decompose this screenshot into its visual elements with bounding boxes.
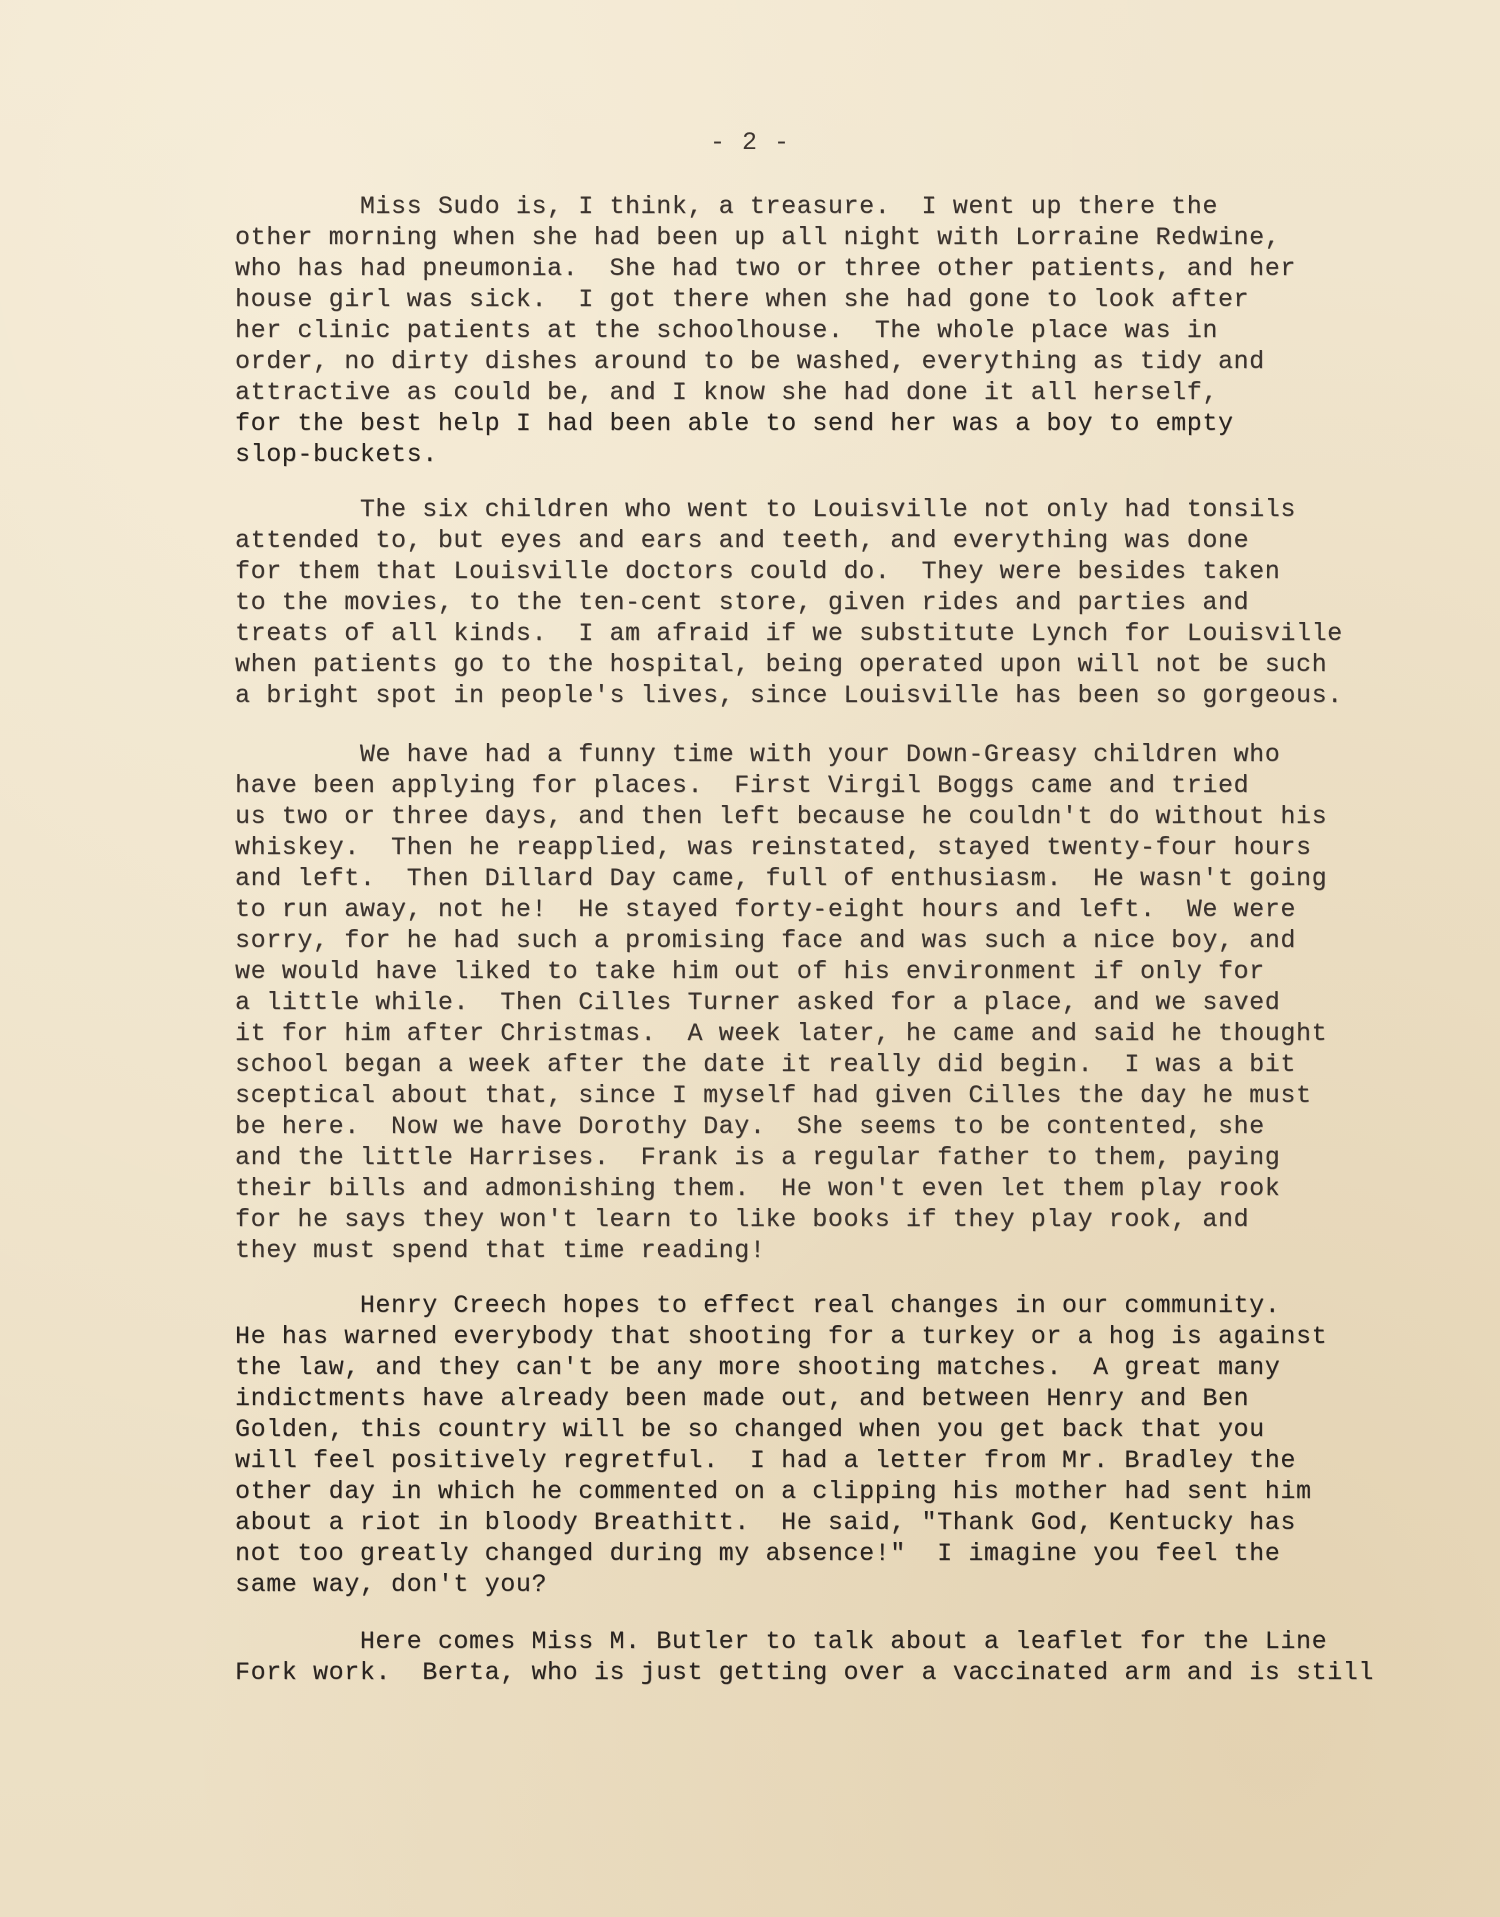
text-line: a little while. Then Cilles Turner asked for a place, and we saved xyxy=(235,988,1281,1017)
text-line: indictments have already been made out, and between Henry and Ben xyxy=(235,1384,1250,1413)
text-line: order, no dirty dishes around to be washed, everything as tidy and xyxy=(235,347,1265,376)
text-line: He has warned everybody that shooting for a turkey or a hog is against xyxy=(235,1322,1328,1351)
paragraph-down-greasy-children xyxy=(235,739,1327,1266)
text-line: The six children who went to Louisville not only had tonsils xyxy=(235,495,1296,524)
text-line: not too greatly changed during my absence!" I imagine you feel the xyxy=(235,1539,1281,1568)
text-line: other day in which he commented on a clipping his mother had sent him xyxy=(235,1477,1312,1506)
text-line: for the best help I had been able to send her was a boy to empty xyxy=(235,409,1234,438)
text-line: house girl was sick. I got there when she had gone to look after xyxy=(235,285,1250,314)
text-line: us two or three days, and then left because he couldn't do without his xyxy=(235,802,1328,831)
text-line: Golden, this country will be so changed when you get back that you xyxy=(235,1415,1265,1444)
text-line: sceptical about that, since I myself had given Cilles the day he must xyxy=(235,1081,1312,1110)
text-line: Miss Sudo is, I think, a treasure. I went up there the xyxy=(235,192,1218,221)
text-line: slop-buckets. xyxy=(235,440,438,469)
text-line: Henry Creech hopes to effect real changes in our community. xyxy=(235,1291,1281,1320)
text-line: to the movies, to the ten-cent store, given rides and parties and xyxy=(235,588,1250,617)
text-line: it for him after Christmas. A week later, he came and said he thought xyxy=(235,1019,1328,1048)
text-line: sorry, for he had such a promising face and was such a nice boy, and xyxy=(235,926,1296,955)
text-line: her clinic patients at the schoolhouse. The whole place was in xyxy=(235,316,1218,345)
paragraph-henry-creech xyxy=(235,1290,1327,1600)
text-line: when patients go to the hospital, being operated upon will not be such xyxy=(235,650,1328,679)
text-line: a bright spot in people's lives, since Louisville has been so gorgeous. xyxy=(235,681,1343,710)
text-line: Fork work. Berta, who is just getting over a vaccinated arm and is still xyxy=(235,1658,1374,1687)
paragraph-louisville-children xyxy=(235,494,1343,711)
text-line: for them that Louisville doctors could do. They were besides taken xyxy=(235,557,1281,586)
text-line: same way, don't you? xyxy=(235,1570,548,1599)
text-line: for he says they won't learn to like books if they play rook, and xyxy=(235,1205,1250,1234)
paragraph-miss-sudo xyxy=(235,191,1296,470)
text-line: they must spend that time reading! xyxy=(235,1236,766,1265)
text-line: to run away, not he! He stayed forty-eight hours and left. We were xyxy=(235,895,1296,924)
text-line: Here comes Miss M. Butler to talk about a leaflet for the Line xyxy=(235,1627,1328,1656)
text-line: we would have liked to take him out of his environment if only for xyxy=(235,957,1265,986)
text-line: school began a week after the date it really did begin. I was a bit xyxy=(235,1050,1296,1079)
text-line: will feel positively regretful. I had a letter from Mr. Bradley the xyxy=(235,1446,1296,1475)
text-line: and the little Harrises. Frank is a regular father to them, paying xyxy=(235,1143,1281,1172)
text-line: who has had pneumonia. She had two or three other patients, and her xyxy=(235,254,1296,283)
text-line: whiskey. Then he reapplied, was reinstated, stayed twenty-four hours xyxy=(235,833,1312,862)
text-line: attractive as could be, and I know she had done it all herself, xyxy=(235,378,1218,407)
text-line: be here. Now we have Dorothy Day. She seems to be contented, she xyxy=(235,1112,1265,1141)
text-line: other morning when she had been up all night with Lorraine Redwine, xyxy=(235,223,1281,252)
text-line: their bills and admonishing them. He won't even let them play rook xyxy=(235,1174,1281,1203)
text-line: have been applying for places. First Virgil Boggs came and tried xyxy=(235,771,1250,800)
text-line: about a riot in bloody Breathitt. He said, "Thank God, Kentucky has xyxy=(235,1508,1296,1537)
text-line: and left. Then Dillard Day came, full of enthusiasm. He wasn't going xyxy=(235,864,1328,893)
text-line: We have had a funny time with your Down-Greasy children who xyxy=(235,740,1281,769)
text-line: attended to, but eyes and ears and teeth, and everything was done xyxy=(235,526,1250,555)
page-number: - 2 - xyxy=(709,128,790,157)
text-line: the law, and they can't be any more shooting matches. A great many xyxy=(235,1353,1281,1382)
paragraph-miss-butler xyxy=(235,1626,1374,1688)
text-line: treats of all kinds. I am afraid if we substitute Lynch for Louisville xyxy=(235,619,1343,648)
